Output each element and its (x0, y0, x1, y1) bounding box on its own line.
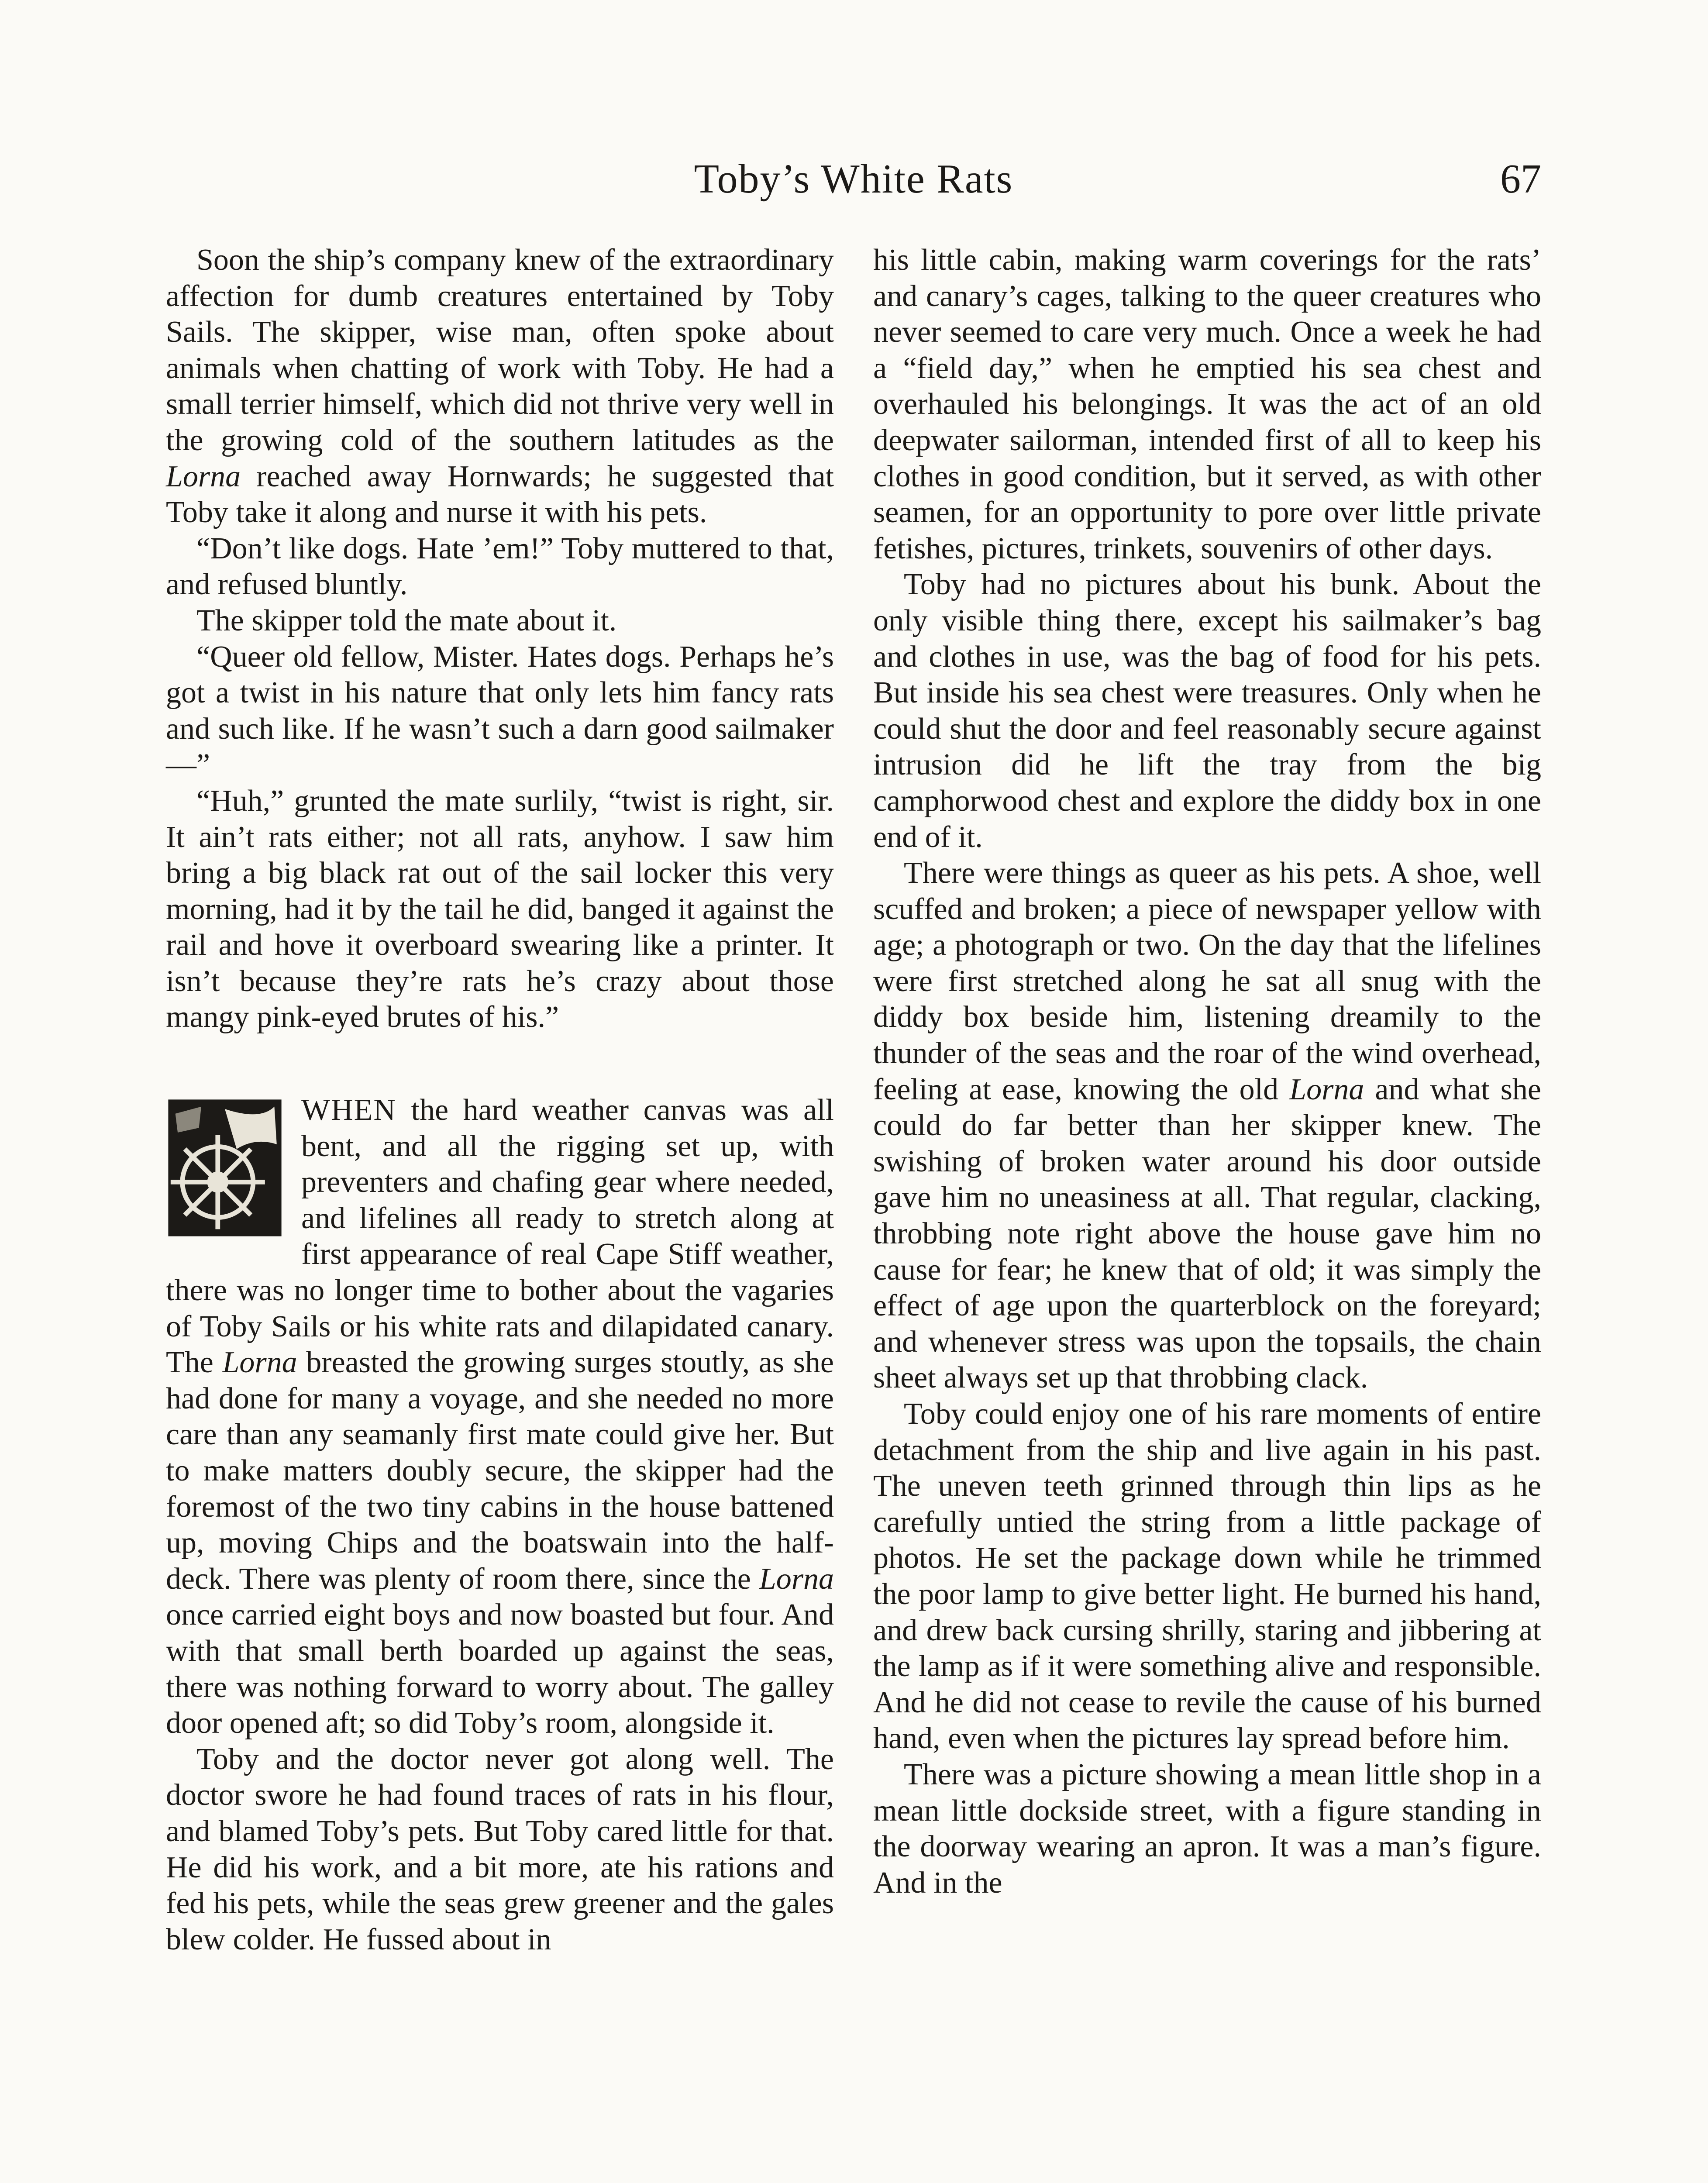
paragraph: “Huh,” grunted the mate surlily, “twist is right, sir. It ain’t rats either; not all rats, anyhow. I saw him bring a big black rat out of the sail locker this very morning, had it by the tail he did, banged it against the rail and hove it overboard swearing like a printer. It isn’t because they’re rats he’s crazy about those mangy pink-eyed brutes of his.” (166, 784, 834, 1034)
paragraph: Toby and the doctor never got along well. The doctor swore he had found traces of rats in his flour, and blamed Toby’s pets. But Toby cared little for that. He did his work, and a bit more, ate his rations and fed his pets, while the seas grew greener and the gales blew colder. He fussed about in (166, 1742, 834, 1956)
paragraph: his little cabin, making warm coverings for the rats’ and canary’s cages, talking to the queer creatures who never seemed to care very much. Once a week he had a “field day,” when he emptied his sea chest and overhauled his belongings. It was the act of an old deepwater sailorman, intended first of all to keep his clothes in good condition, but it served, as with other seamen, for an opportunity to pore over little private fetishes, pictures, trinkets, souvenirs of other days. (873, 243, 1541, 565)
section-opening (166, 1092, 834, 1742)
paragraph: “Don’t like dogs. Hate ’em!” Toby muttered to that, and refused bluntly. (166, 531, 834, 602)
left-column (166, 242, 834, 1958)
running-header (166, 148, 1541, 218)
paragraph-text: and what she could do far better than her skipper knew. The swishing of broken water around his door outside gave him no uneasiness at all. That regular, clacking, throbbing note right above the house gave him no cause for fear; he knew that of old; it was simply the effect of age upon the quarterblock on the foreyard; and whenever stress was upon the topsails, the chain sheet always set up that throbbing clack. (873, 1072, 1542, 1395)
paragraph-text: Soon the ship’s company knew of the extraordinary affection for dumb creatures entertained by Toby Sails. The skipper, wise man, often spoke about animals when chatting of work with Toby. He had a small terrier himself, which did not thrive very well in the growing cold of the southern latitudes as the (166, 243, 834, 457)
ship-name: Lorna (166, 459, 241, 493)
paragraph: There was a picture showing a mean little shop in a mean little dockside street, with a figure standing in the doorway wearing an apron. It was a man’s figure. And in the (873, 1757, 1541, 1900)
paragraph-text: once carried eight boys and now boasted but four. And with that small berth boarded up against the seas, there was nothing forward to worry about. The galley door opened aft; so did Toby’s room, alongside it. (166, 1598, 834, 1740)
ship-name: Lorna (222, 1346, 297, 1380)
ship-name: Lorna (759, 1562, 834, 1596)
page-number: 67 (1500, 156, 1541, 202)
paragraph: Toby could enjoy one of his rare moments of entire detachment from the ship and live again in his past. The uneven teeth grinned through thin lips as he carefully untied the string from a little package of photos. He set the package down while he trimmed the poor lamp to give better light. He burned his hand, and drew back cursing shrilly, staring and jibbering at the lamp as if it were something alive and responsible. And he did not cease to revile the cause of his burned hand, even when the pictures lay spread before him. (873, 1397, 1541, 1756)
paragraph (873, 855, 1541, 1396)
page-title: Toby’s White Rats (694, 156, 1013, 202)
paragraph-text: There were things as queer as his pets. A shoe, well scuffed and broken; a piece of newspaper yellow with age; a photograph or two. On the day that the lifelines were first stretched along he sat all snug with the diddy box beside him, listening dreamily to the thunder of the seas and the roar of the wind overhead, feeling at ease, knowing the old (873, 856, 1541, 1106)
paragraph: “Queer old fellow, Mister. Hates dogs. Perhaps he’s got a twist in his nature that only lets him fancy rats and such like. If he wasn’t such a darn good sailmaker—” (166, 640, 834, 782)
decorative-initial-ship-wheel-icon (166, 1096, 284, 1240)
paragraph: The skipper told the mate about it. (196, 603, 617, 637)
paragraph-text: breasted the growing surges stoutly, as she had done for many a voyage, and she needed no more care than any seamanly first mate could give her. But to make matters doubly secure, the skipper had the foremost of the two tiny cabins in the house battened up, moving Chips and the boatswain into the half-deck. There was plenty of room there, since the (166, 1346, 834, 1596)
paragraph (166, 242, 834, 531)
paragraph-text: reached away Hornwards; he suggested that Toby take it along and nurse it with his pets. (166, 459, 834, 530)
paragraph: Toby had no pictures about his bunk. About the only visible thing there, except his sailmaker’s bag and clothes in use, was the bag of food for his pets. But inside his sea chest were treasures. Only when he could shut the door and feel reasonably secure against intrusion did he lift the tray from the big camphorwood chest and explore the diddy box in one end of it. (873, 568, 1541, 854)
right-column (873, 242, 1541, 1901)
section-break (166, 1036, 834, 1092)
paragraph-text: the hard weather canvas was all bent, and all the rigging set up, with preventers and chafing gear where needed, and lifelines all ready to stretch along at first appearance of real Cape Stiff weather, there was no longer time to bother about the vagaries of Toby Sails or his white rats and dilapidated canary. The (166, 1093, 834, 1380)
ship-name: Lorna (1289, 1072, 1364, 1106)
lead-word: WHEN (301, 1093, 396, 1127)
